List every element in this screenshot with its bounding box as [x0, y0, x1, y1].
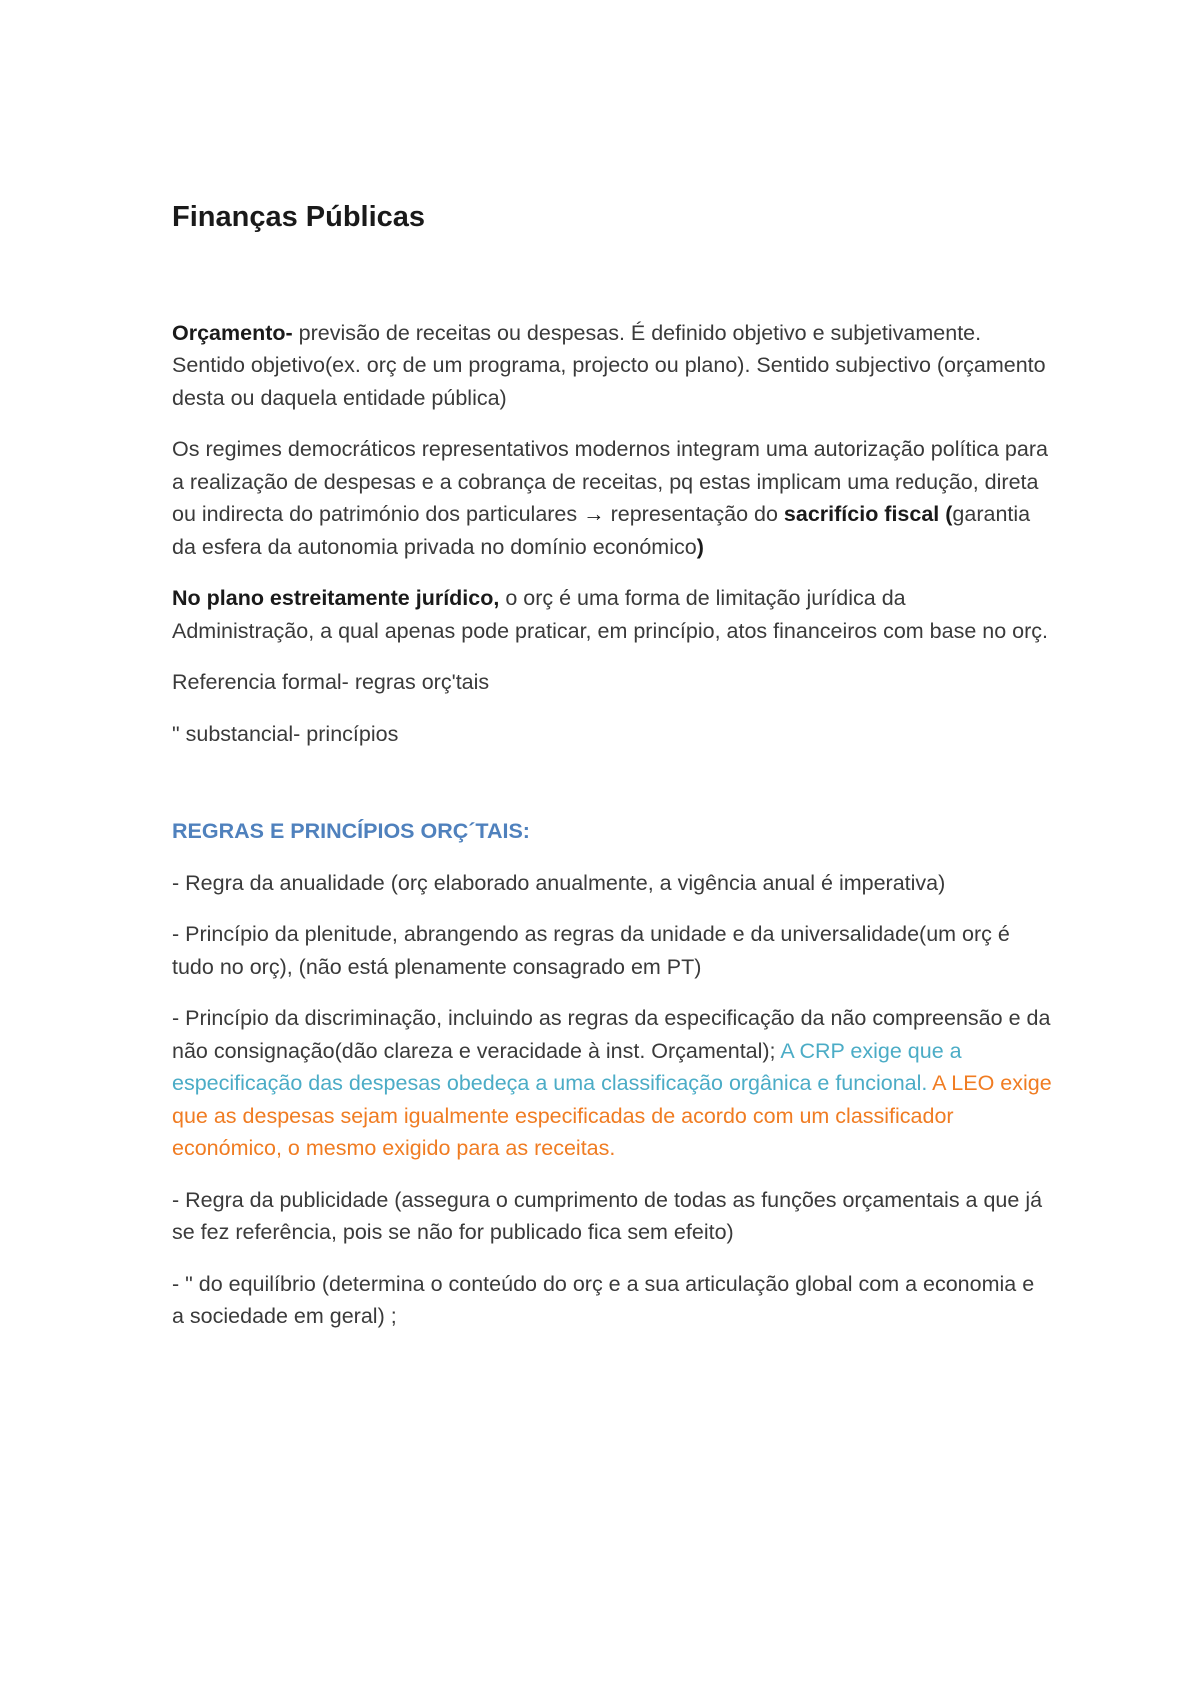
- rule-equilibrio: - " do equilíbrio (determina o conteúdo do orç e a sua articulação global com a economia e a sociedade em geral) ;: [172, 1271, 1035, 1329]
- rule-discriminacao: [172, 1002, 1052, 1165]
- document-title: Finanças Públicas: [172, 201, 426, 233]
- section-heading-regras: REGRAS E PRINCÍPIOS ORÇ´TAIS:: [172, 819, 530, 844]
- orcamento-definition: previsão de receitas ou despesas. É definido objetivo e subjetivamente. Sentido objetivo(ex. orç de um programa, projecto ou plano). Sentido subjectivo (orçamento desta ou daquela entidade pública): [172, 320, 1046, 410]
- rule-plenitude: - Princípio da plenitude, abrangendo as regras da unidade e da universalidade(um orç é tudo no orç), (não está plenamente consagrado em PT): [172, 922, 1010, 979]
- leo-note: A LEO exige que as despesas sejam igualmente especificadas de acordo com um classificador económico, o mesmo exigido para as receitas.: [172, 1071, 1052, 1161]
- document-page: [172, 200, 1052, 1352]
- paragraph-substancial: " substancial- princípios: [172, 721, 399, 746]
- right-arrow-icon: →: [583, 502, 605, 527]
- closing-paren: ): [696, 534, 704, 559]
- crp-note: A CRP exige que a especificação das despesas obedeça a uma classificação orgânica e funcional.: [172, 1038, 962, 1096]
- juridico-text: o orç é uma forma de limitação jurídica da Administração, a qual apenas pode praticar, em princípio, atos financeiros com base no orç.: [172, 586, 1049, 643]
- paragraph-orcamento: [172, 317, 1052, 415]
- paragraph-regimes: [172, 433, 1052, 563]
- regimes-text-1: Os regimes democráticos representativos modernos integram uma autorização política para a realização de despesas e a cobrança de receitas, pq estas implicam uma redução, direta ou indirecta do património dos particulares: [172, 437, 1048, 527]
- discriminacao-text: - Princípio da discriminação, incluindo as regras da especificação da não compreensão e da não consignação(dão clareza e veracidade à inst. Orçamental);: [172, 1006, 1051, 1063]
- paragraph-referencia-formal: Referencia formal- regras orç'tais: [172, 670, 490, 695]
- rule-anualidade: - Regra da anualidade (orç elaborado anualmente, a vigência anual é imperativa): [172, 870, 946, 895]
- regimes-text-2: representação do: [604, 502, 784, 527]
- paragraph-juridico: [172, 582, 1052, 647]
- regimes-text-3: garantia da esfera da autonomia privada no domínio económico: [172, 502, 1031, 559]
- term-orcamento: Orçamento-: [172, 320, 293, 345]
- sacrificio-fiscal-term: sacrifício fiscal (: [783, 502, 953, 527]
- juridico-term: No plano estreitamente jurídico,: [172, 586, 500, 611]
- rule-publicidade: - Regra da publicidade (assegura o cumprimento de todas as funções orçamentais a que já se fez referência, pois se não for publicado fica sem efeito): [172, 1187, 1043, 1245]
